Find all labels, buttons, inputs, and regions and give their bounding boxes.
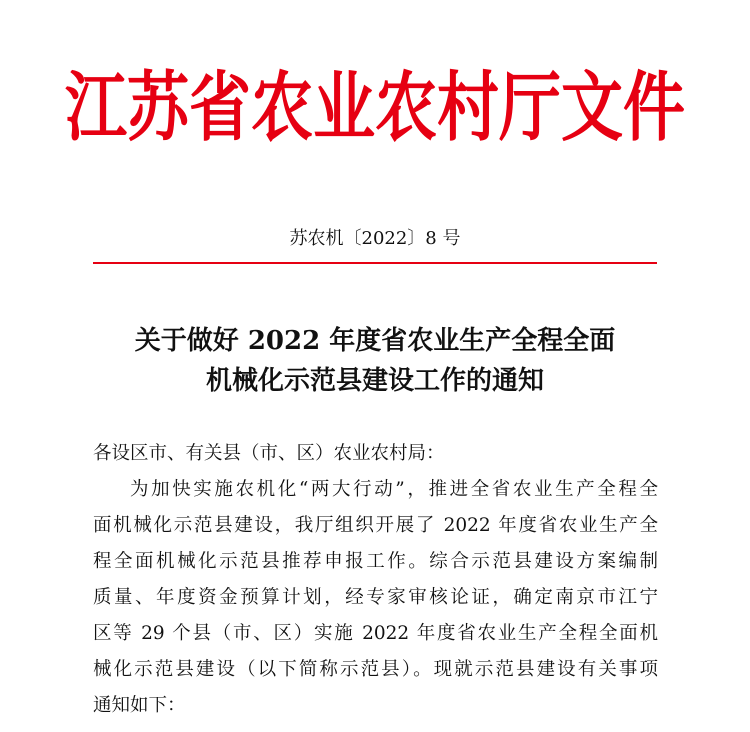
document-number: 苏农机〔2022〕8 号 <box>289 228 461 249</box>
paragraph-line: 区等 29 个县（市、区）实施 2022 年度省农业生产全程全面机 <box>93 623 658 644</box>
paragraph-line: 程全面机械化示范县推荐申报工作。综合示范县建设方案编制 <box>93 551 658 572</box>
paragraph-line: 通知如下： <box>93 695 186 716</box>
red-divider-line <box>93 262 657 264</box>
salutation: 各设区市、有关县（市、区）农业农村局： <box>93 443 445 464</box>
paragraph-line: 质量、年度资金预算计划，经专家审核论证，确定南京市江宁 <box>93 587 658 608</box>
paragraph-line: 械化示范县建设（以下简称示范县）。现就示范县建设有关事项 <box>93 659 658 680</box>
document-body <box>93 436 658 724</box>
title-line-2: 机械化示范县建设工作的通知 <box>205 366 544 396</box>
document-masthead: 江苏省农业农村厅文件 <box>64 62 685 152</box>
document-title <box>0 321 750 401</box>
paragraph-line: 面机械化示范县建设，我厅组织开展了 2022 年度省农业生产全 <box>93 515 658 536</box>
paragraph-line: 为加快实施农机化“两大行动”，推进全省农业生产全程全 <box>130 479 658 500</box>
title-line-1: 关于做好 2022 年度省农业生产全程全面 <box>134 326 616 356</box>
